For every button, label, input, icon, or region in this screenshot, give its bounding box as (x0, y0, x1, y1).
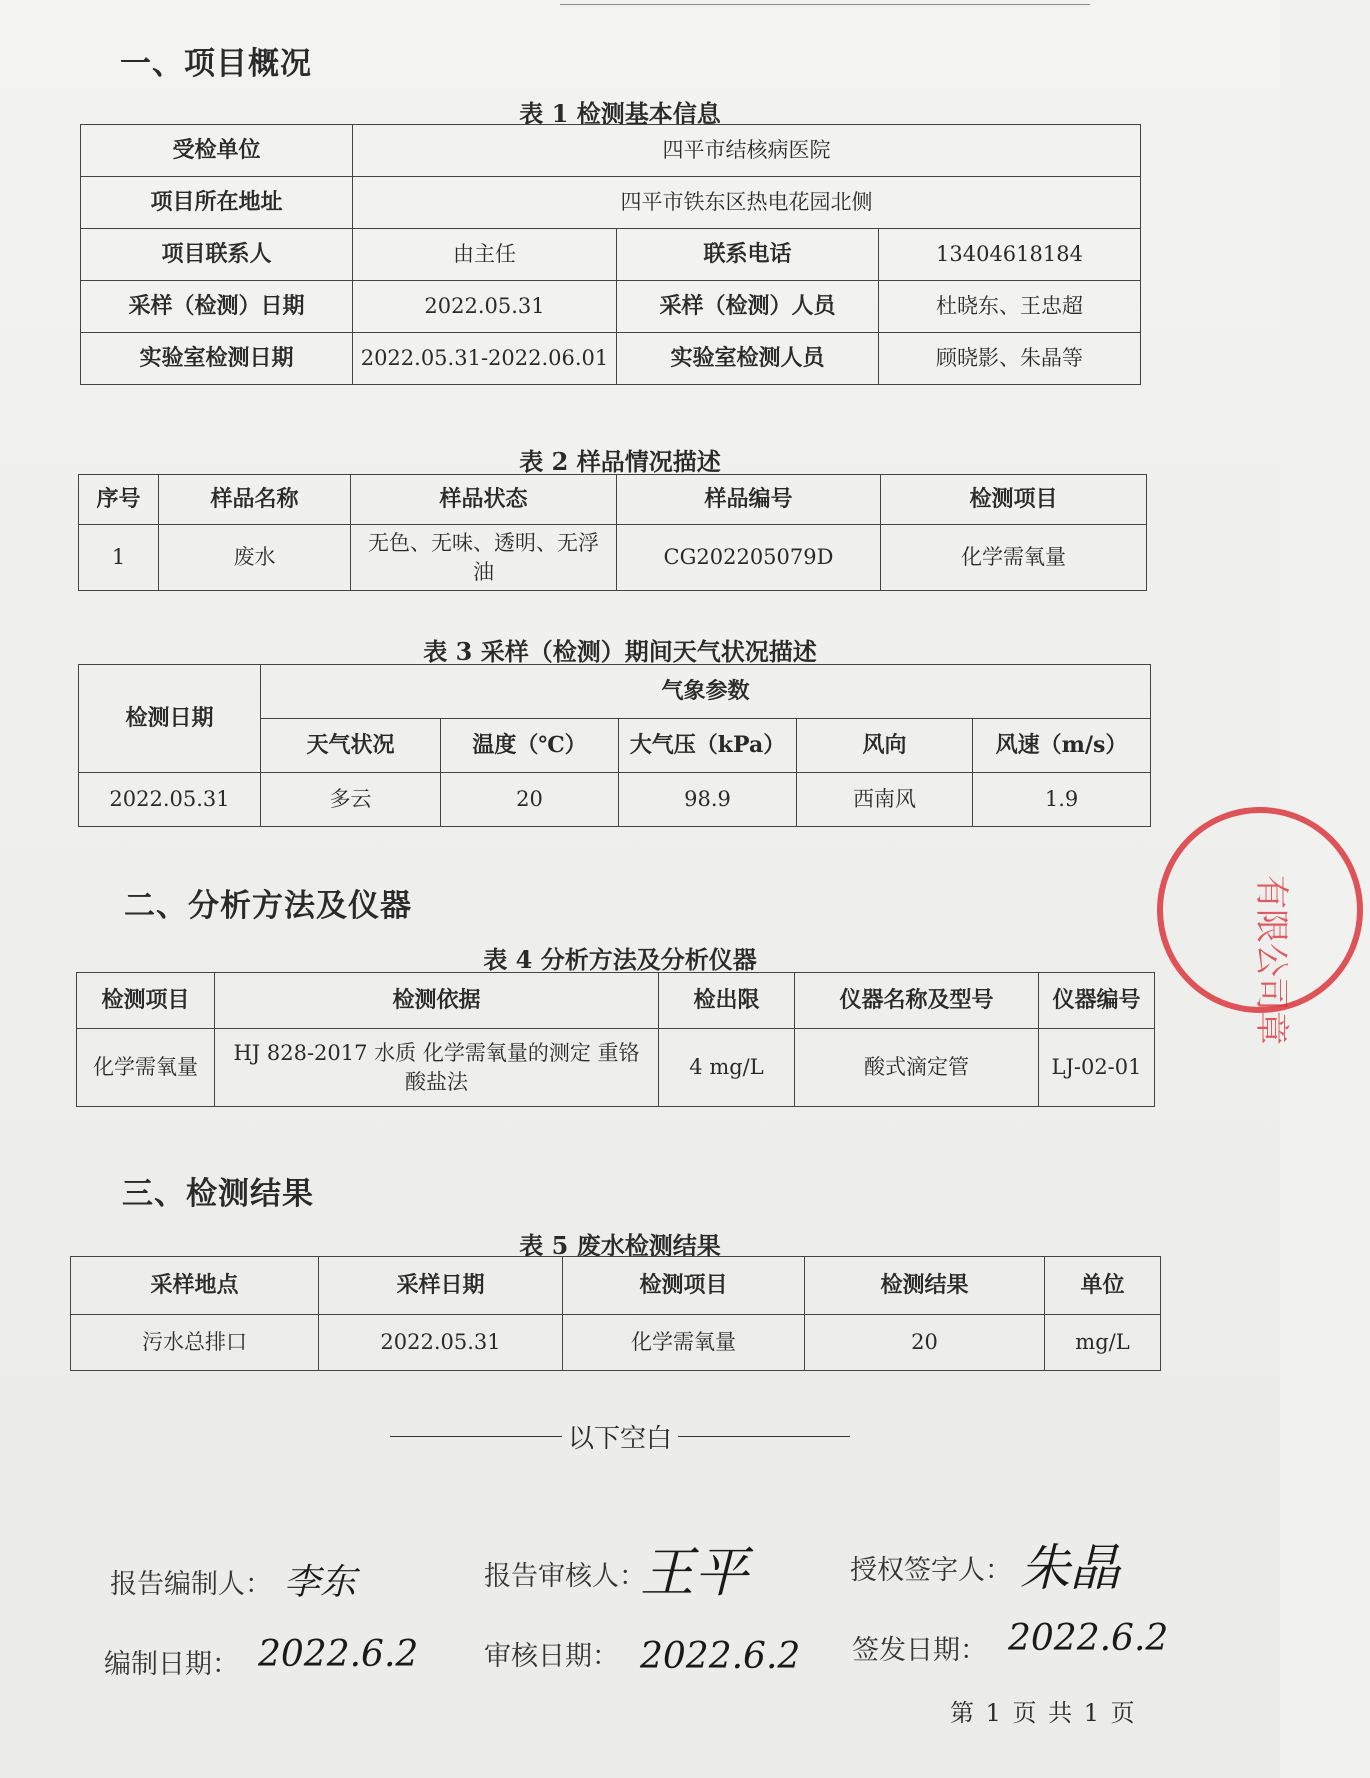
contact-value: 由主任 (353, 229, 617, 281)
section-title-results: 三、检测结果 (122, 1176, 314, 1212)
table-cell: 化学需氧量 (563, 1315, 805, 1371)
table-cell: HJ 828-2017 水质 化学需氧量的测定 重铬酸盐法 (215, 1029, 659, 1107)
authorizer-signature: 朱晶 (1020, 1539, 1120, 1597)
header-cell: 采样日期 (319, 1257, 563, 1315)
header-cell: 样品名称 (159, 475, 351, 525)
header-cell: 仪器编号 (1039, 973, 1155, 1029)
table1-caption: 表 1 检测基本信息 (519, 99, 721, 128)
table-cell: 废水 (159, 525, 351, 591)
table5-caption: 表 5 废水检测结果 (519, 1231, 721, 1260)
blank-note (390, 1418, 850, 1455)
table4-caption: 表 4 分析方法及分析仪器 (483, 945, 757, 974)
header-cell: 检测结果 (805, 1257, 1045, 1315)
company-seal (1150, 800, 1370, 1045)
table-cell: 无色、无味、透明、无浮油 (351, 525, 617, 591)
compile-date-label: 编制日期： (104, 1649, 239, 1680)
header-cell: 序号 (79, 475, 159, 525)
table-cell: CG202205079D (617, 525, 881, 591)
table-cell: 2022.05.31 (319, 1315, 563, 1371)
table-cell: mg/L (1045, 1315, 1161, 1371)
phone-label: 联系电话 (617, 229, 879, 281)
sampling-date-label: 采样（检测）日期 (81, 281, 353, 333)
header-cell: 样品编号 (617, 475, 881, 525)
address-label: 项目所在地址 (81, 177, 353, 229)
lab-staff-value: 顾晓影、朱晶等 (879, 333, 1141, 385)
table-cell: 4 mg/L (659, 1029, 795, 1107)
basic-info-table (80, 124, 1141, 385)
phone-value: 13404618184 (879, 229, 1141, 281)
header-cell: 天气状况 (261, 719, 441, 773)
table-cell: LJ-02-01 (1039, 1029, 1155, 1107)
table-cell: 污水总排口 (71, 1315, 319, 1371)
header-cell: 温度（℃） (441, 719, 619, 773)
sampling-staff-value: 杜晓东、王忠超 (879, 281, 1141, 333)
issue-date-label: 签发日期： (852, 1635, 987, 1666)
authorizer-label: 授权签字人： (850, 1555, 1012, 1586)
table-cell: 西南风 (797, 773, 973, 827)
unit-value: 四平市结核病医院 (353, 125, 1141, 177)
header-cell: 检测日期 (79, 665, 261, 773)
table2-caption: 表 2 样品情况描述 (519, 447, 721, 476)
method-table (76, 972, 1155, 1107)
table-cell: 2022.05.31 (79, 773, 261, 827)
sampling-staff-label: 采样（检测）人员 (617, 281, 879, 333)
header-cell: 仪器名称及型号 (795, 973, 1039, 1029)
header-cell: 大气压（kPa） (619, 719, 797, 773)
address-value: 四平市铁东区热电花园北侧 (353, 177, 1141, 229)
page-footer: 第 1 页 共 1 页 (950, 1699, 1137, 1727)
table-cell: 20 (441, 773, 619, 827)
compiler-label: 报告编制人： (110, 1569, 272, 1600)
table-cell: 化学需氧量 (881, 525, 1147, 591)
table-cell: 1.9 (973, 773, 1151, 827)
compile-date-handwritten: 2022.6.2 (258, 1634, 419, 1675)
results-table (70, 1256, 1161, 1371)
header-cell: 检出限 (659, 973, 795, 1029)
issue-date-handwritten: 2022.6.2 (1008, 1618, 1169, 1659)
table-cell: 酸式滴定管 (795, 1029, 1039, 1107)
reviewer-signature: 王平 (640, 1541, 748, 1604)
header-cell: 样品状态 (351, 475, 617, 525)
sample-table (78, 474, 1147, 591)
blank-note-text: 以下空白 (568, 1424, 673, 1454)
header-cell: 单位 (1045, 1257, 1161, 1315)
table-cell: 98.9 (619, 773, 797, 827)
header-cell: 气象参数 (261, 665, 1151, 719)
header-cell: 检测项目 (881, 475, 1147, 525)
divider (390, 1436, 562, 1437)
table3-caption: 表 3 采样（检测）期间天气状况描述 (423, 637, 817, 666)
header-cell: 检测项目 (77, 973, 215, 1029)
review-date-label: 审核日期： (484, 1641, 619, 1672)
header-cell: 检测项目 (563, 1257, 805, 1315)
section-title-methods: 二、分析方法及仪器 (124, 888, 412, 924)
sampling-date-value: 2022.05.31 (353, 281, 617, 333)
section-title-overview: 一、项目概况 (120, 46, 312, 82)
unit-label: 受检单位 (81, 125, 353, 177)
header-cell: 检测依据 (215, 973, 659, 1029)
lab-staff-label: 实验室检测人员 (617, 333, 879, 385)
lab-date-value: 2022.05.31-2022.06.01 (353, 333, 617, 385)
table-cell: 20 (805, 1315, 1045, 1371)
seal-text: 有限公司章 (1251, 875, 1291, 1045)
table-cell: 化学需氧量 (77, 1029, 215, 1107)
top-rule (560, 4, 1090, 5)
compiler-signature: 李东 (284, 1562, 357, 1603)
review-date-handwritten: 2022.6.2 (640, 1636, 801, 1677)
lab-date-label: 实验室检测日期 (81, 333, 353, 385)
table-cell: 1 (79, 525, 159, 591)
header-cell: 采样地点 (71, 1257, 319, 1315)
divider (678, 1436, 850, 1437)
header-cell: 风速（m/s） (973, 719, 1151, 773)
header-cell: 风向 (797, 719, 973, 773)
reviewer-label: 报告审核人： (484, 1561, 646, 1592)
table-cell: 多云 (261, 773, 441, 827)
contact-label: 项目联系人 (81, 229, 353, 281)
weather-table (78, 664, 1151, 827)
